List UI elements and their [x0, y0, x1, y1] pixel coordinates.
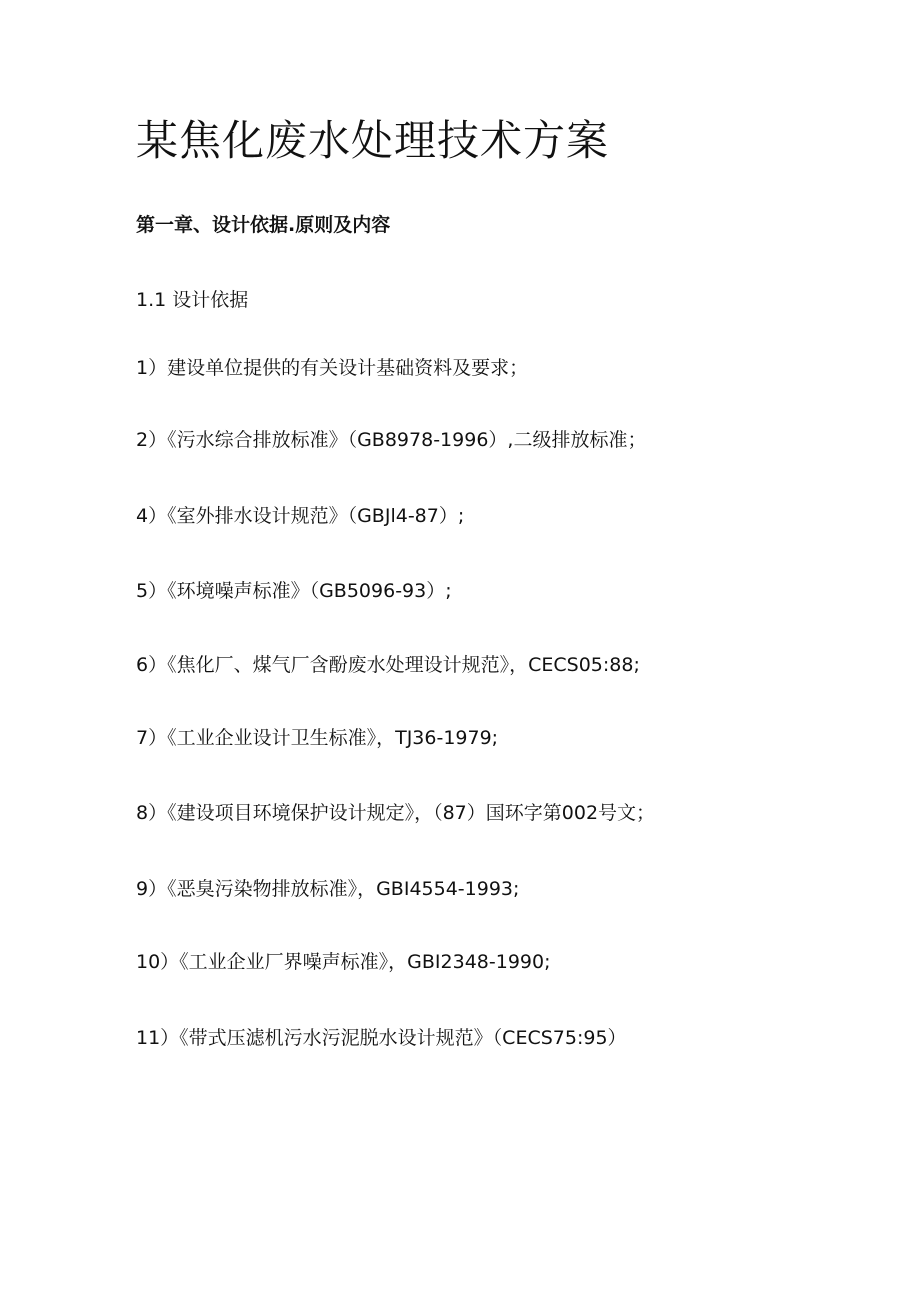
reference-item: 6）《焦化厂、煤气厂含酚废水处理设计规范》，CECS05:88;: [136, 654, 640, 676]
reference-item: 11）《带式压滤机污水污泥脱水设计规范》（CECS75:95）: [136, 1027, 627, 1049]
reference-item: 8）《建设项目环境保护设计规定》，（87）国环字第002号文；: [136, 802, 656, 824]
reference-item: 9）《恶臭污染物排放标准》，GBI4554-1993;: [136, 878, 520, 900]
document-title: 某焦化废水处理技术方案: [136, 116, 610, 165]
section-heading: 1.1 设计依据: [136, 289, 249, 311]
reference-item: 1）建设单位提供的有关设计基础资料及要求；: [136, 357, 529, 379]
reference-item: 10）《工业企业厂界噪声标准》，GBI2348-1990;: [136, 951, 551, 973]
reference-item: 2）《污水综合排放标准》（GB8978-1996）,二级排放标准；: [136, 429, 647, 451]
reference-item: 7）《工业企业设计卫生标准》，TJ36-1979;: [136, 727, 499, 749]
reference-item: 4）《室外排水设计规范》（GBJl4-87）;: [136, 505, 465, 527]
reference-item: 5）《环境噪声标准》（GB5096-93）;: [136, 580, 452, 602]
chapter-heading: 第一章、设计依据.原则及内容: [136, 214, 391, 236]
